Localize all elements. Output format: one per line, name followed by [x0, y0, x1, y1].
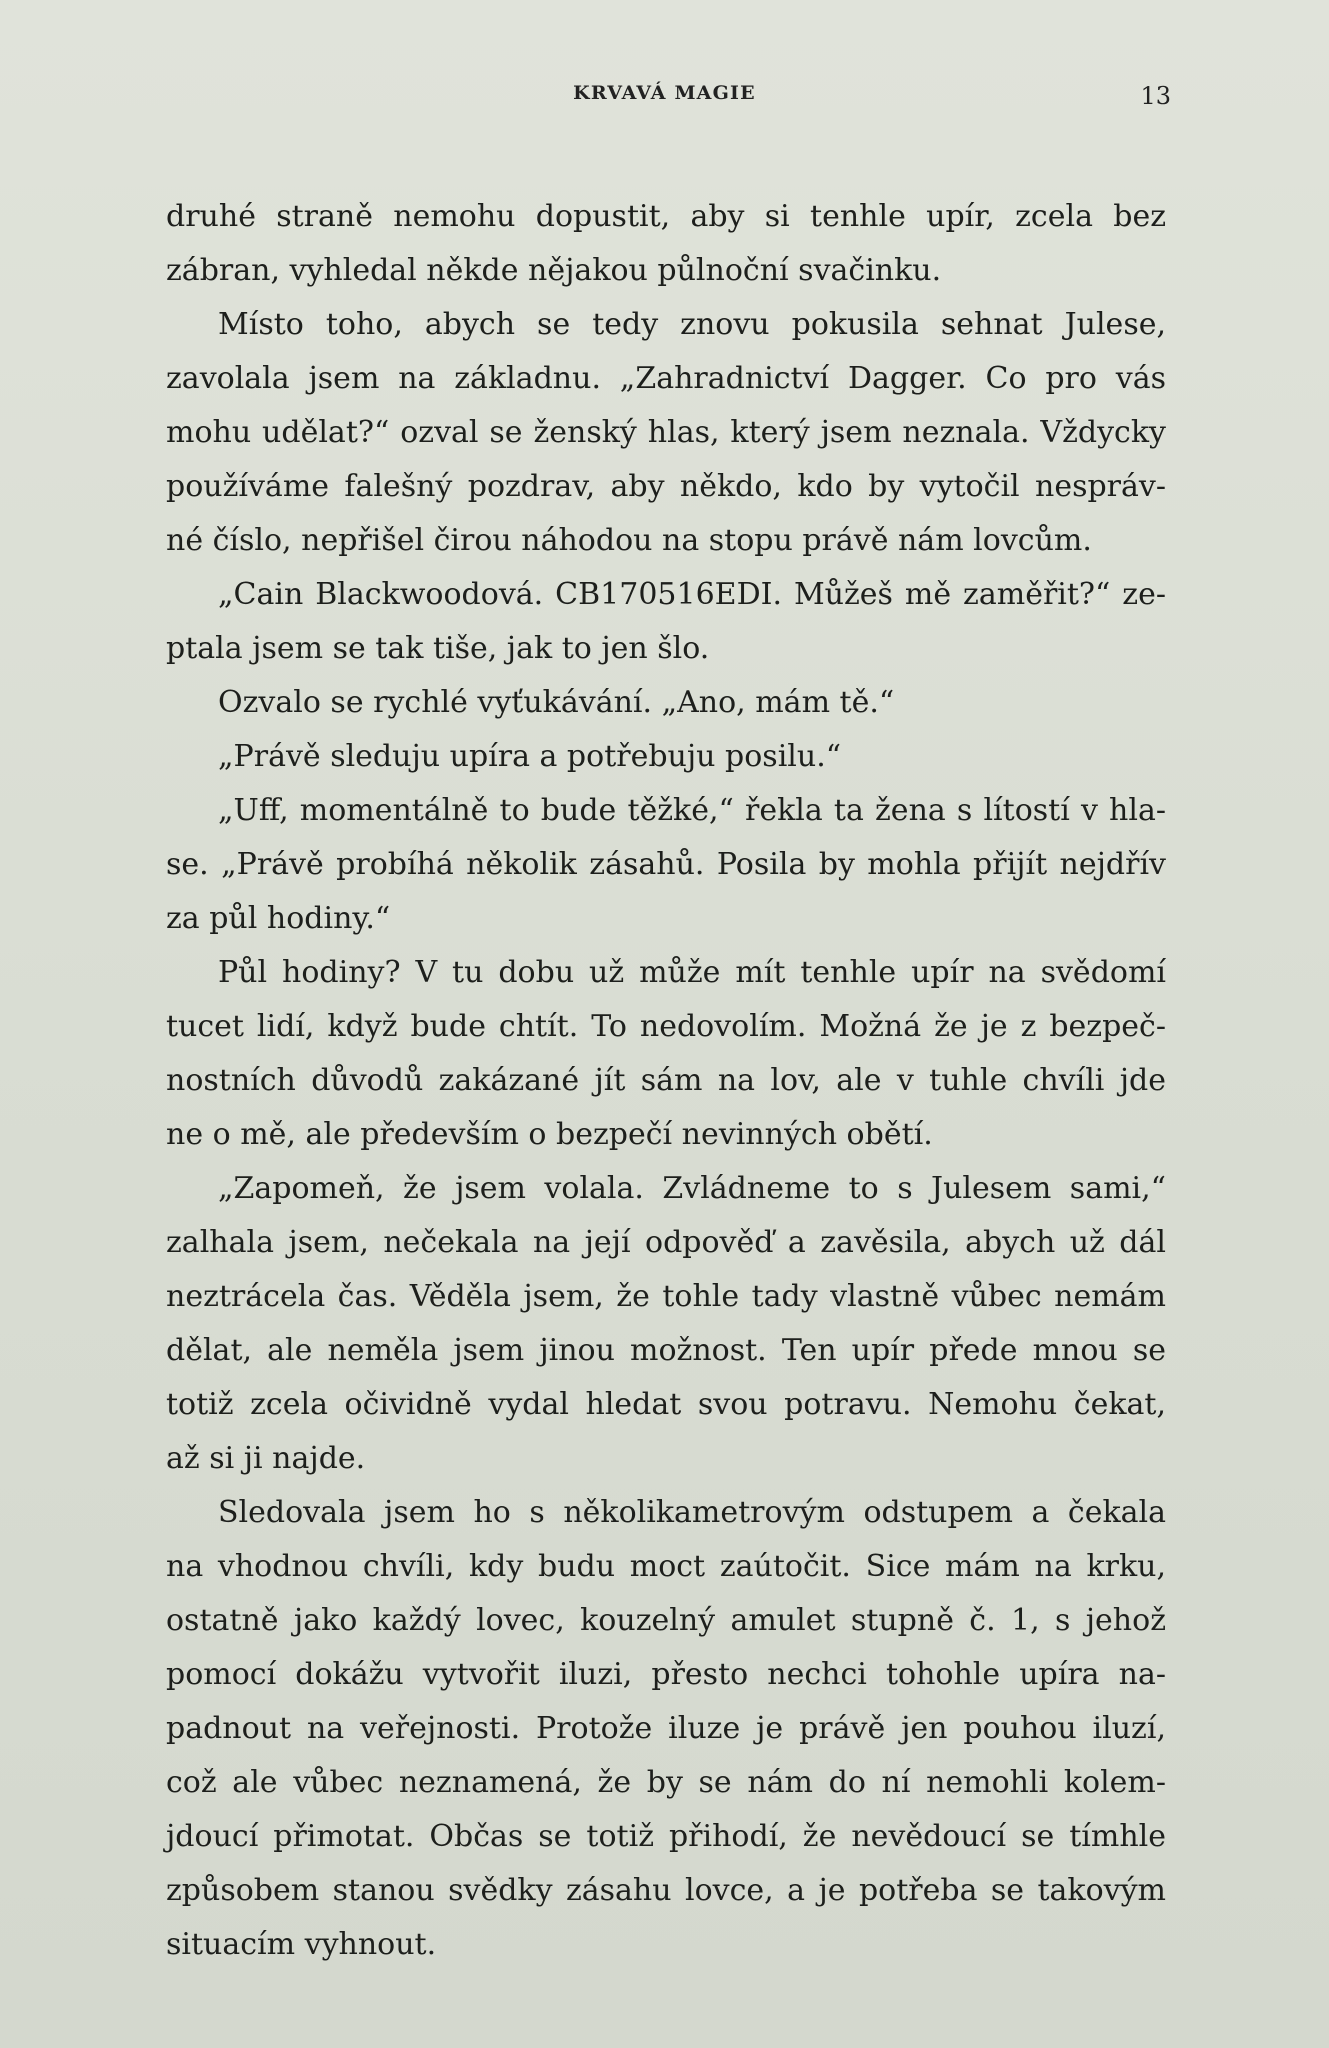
text-line: Místo toho, abych se tedy znovu pokusila sehnat Julese, [218, 307, 1166, 342]
page-number: 13 [1140, 82, 1171, 110]
text-line: neztrácela čas. Věděla jsem, že tohle tady vlastně vůbec nemám [166, 1279, 1166, 1314]
text-line: totiž zcela očividně vydal hledat svou potravu. Nemohu čekat, [166, 1387, 1166, 1422]
text-line: což ale vůbec neznamená, že by se nám do ní nemohli kolem- [166, 1765, 1166, 1800]
text-line: zábran, vyhledal někde nějakou půlnoční svačinku. [166, 253, 942, 288]
text-line: né číslo, nepřišel čirou náhodou na stopu právě nám lovcům. [166, 523, 1092, 558]
text-line: „Uff, momentálně to bude těžké,“ řekla ta žena s lítostí v hla- [218, 793, 1166, 828]
running-title: KRVAVÁ MAGIE [573, 82, 756, 104]
text-line: až si ji najde. [166, 1441, 366, 1476]
text-line: způsobem stanou svědky zásahu lovce, a je potřeba se takovým [166, 1873, 1166, 1908]
text-line: ne o mě, ale především o bezpečí nevinných obětí. [166, 1117, 933, 1152]
text-line: zalhala jsem, nečekala na její odpověď a zavěsila, abych už dál [166, 1225, 1166, 1260]
text-line: jdoucí přimotat. Občas se totiž přihodí, že nevědoucí se tímhle [166, 1819, 1166, 1854]
text-line: ostatně jako každý lovec, kouzelný amulet stupně č. 1, s jehož [166, 1603, 1166, 1638]
text-line: Půl hodiny? V tu dobu už může mít tenhle upír na svědomí [218, 955, 1166, 990]
body-text [166, 190, 1166, 1972]
text-line: zavolala jsem na základnu. „Zahradnictví Dagger. Co pro vás [166, 361, 1166, 396]
text-line: Sledovala jsem ho s několikametrovým odstupem a čekala [218, 1495, 1166, 1530]
text-line: „Právě sleduju upíra a potřebuju posilu.“ [218, 739, 842, 774]
text-line: nostních důvodů zakázané jít sám na lov, ale v tuhle chvíli jde [166, 1063, 1166, 1098]
text-line: druhé straně nemohu dopustit, aby si tenhle upír, zcela bez [166, 199, 1166, 234]
text-line: se. „Právě probíhá několik zásahů. Posila by mohla přijít nejdřív [166, 847, 1166, 882]
text-line: mohu udělat?“ ozval se ženský hlas, který jsem neznala. Vždycky [166, 415, 1166, 450]
text-line: „Zapomeň, že jsem volala. Zvládneme to s Julesem sami,“ [218, 1171, 1166, 1206]
text-line: Ozvalo se rychlé vyťukávání. „Ano, mám tě.“ [218, 685, 895, 720]
running-header [0, 82, 1329, 112]
text-line: „Cain Blackwoodová. CB170516EDI. Můžeš mě zaměřit?“ ze- [218, 577, 1166, 612]
text-line: ptala jsem se tak tiše, jak to jen šlo. [166, 631, 710, 666]
text-line: na vhodnou chvíli, kdy budu moct zaútočit. Sice mám na krku, [166, 1549, 1166, 1584]
text-line: dělat, ale neměla jsem jinou možnost. Ten upír přede mnou se [166, 1333, 1166, 1368]
text-line: pomocí dokážu vytvořit iluzi, přesto nechci tohohle upíra na- [166, 1657, 1166, 1692]
text-line: tucet lidí, když bude chtít. To nedovolím. Možná že je z bezpeč- [166, 1009, 1166, 1044]
text-line: používáme falešný pozdrav, aby někdo, kdo by vytočil nespráv- [166, 469, 1166, 504]
text-line: padnout na veřejnosti. Protože iluze je právě jen pouhou iluzí, [166, 1711, 1166, 1746]
text-line: za půl hodiny.“ [166, 901, 391, 936]
text-line: situacím vyhnout. [166, 1927, 437, 1962]
